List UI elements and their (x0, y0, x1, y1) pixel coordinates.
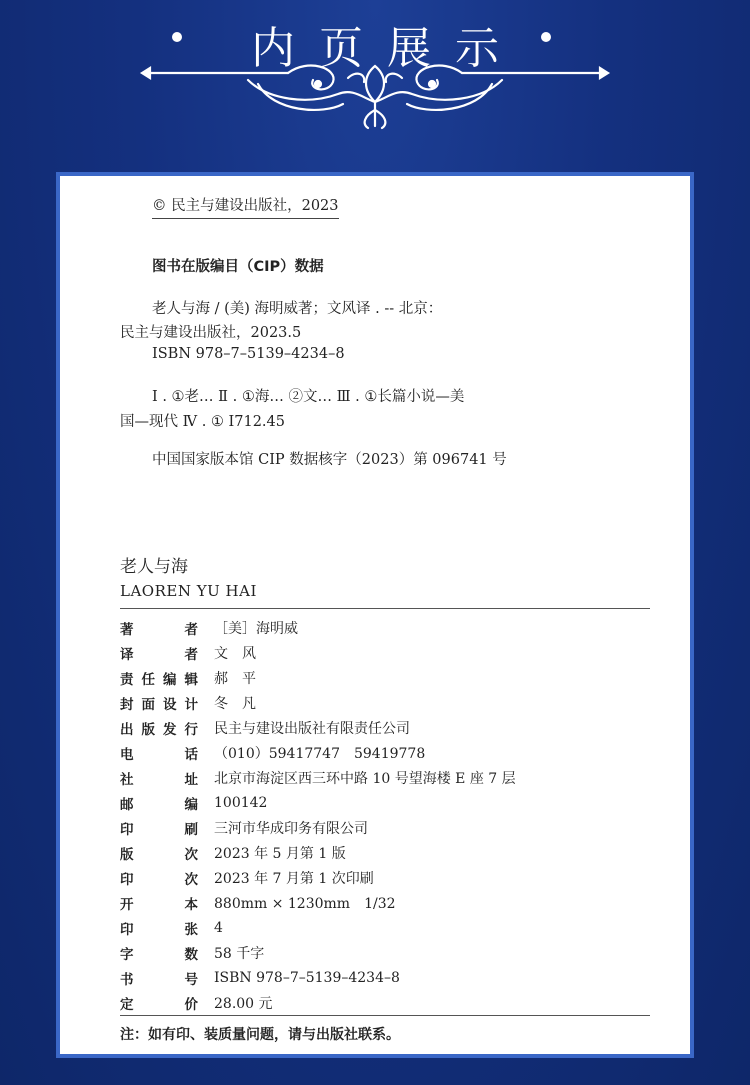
info-label (120, 818, 198, 838)
info-label (120, 893, 198, 913)
info-row (120, 615, 650, 640)
info-value: 冬 凡 (214, 695, 256, 712)
divider (120, 1015, 650, 1016)
info-label-char: 出 (120, 721, 134, 738)
info-label-char: 封 (120, 696, 134, 713)
cip-line: Ⅰ . ①老… Ⅱ . ①海… ②文… Ⅲ . ①长篇小说—美 (152, 389, 465, 405)
info-label-char: 著 (120, 621, 134, 638)
info-label-char: 数 (184, 946, 198, 963)
info-label-char: 价 (184, 996, 198, 1013)
info-label-char: 社 (120, 771, 134, 788)
info-value: 2023 年 5 月第 1 版 (214, 845, 346, 862)
info-row (120, 865, 650, 890)
info-row (120, 990, 650, 1015)
info-label-char: 印 (120, 871, 134, 888)
info-label (120, 918, 198, 938)
info-value: 三河市华成印务有限公司 (214, 820, 368, 837)
book-title: 老人与海 (120, 557, 188, 577)
info-label-char: 译 (120, 646, 134, 663)
info-value: 民主与建设出版社有限责任公司 (214, 720, 410, 737)
info-label-char: 设 (163, 696, 177, 713)
info-label-char: 辑 (184, 671, 198, 688)
info-row (120, 765, 650, 790)
page-title: 内页展示 (251, 23, 523, 74)
info-value: ISBN 978–7–5139–4234–8 (214, 969, 400, 986)
info-label-char: 印 (120, 821, 134, 838)
info-label-char: 编 (184, 796, 198, 813)
info-row (120, 790, 650, 815)
info-label-char: 次 (184, 871, 198, 888)
info-label-char: 开 (120, 896, 134, 913)
info-row (120, 915, 650, 940)
copyright-page-card (56, 172, 694, 1058)
cip-heading: 图书在版编目（CIP）数据 (152, 259, 324, 275)
info-value: 58 千字 (214, 945, 265, 962)
cip-line: 国—现代 Ⅳ . ① I712.45 (120, 414, 285, 430)
info-label (120, 668, 198, 688)
info-label (120, 993, 198, 1013)
quality-note: 注：如有印、装质量问题，请与出版社联系。 (120, 1027, 400, 1043)
info-row (120, 640, 650, 665)
info-value: 28.00 元 (214, 995, 273, 1012)
info-row (120, 665, 650, 690)
info-label-char: 书 (120, 971, 134, 988)
info-row (120, 965, 650, 990)
cip-line: 中国国家版本馆 CIP 数据核字（2023）第 096741 号 (152, 452, 507, 468)
info-label-char: 电 (120, 746, 134, 763)
info-label-char: 刷 (184, 821, 198, 838)
info-label-char: 址 (184, 771, 198, 788)
cip-line: ISBN 978–7–5139–4234–8 (152, 346, 345, 362)
bullet-dot-icon (541, 32, 551, 42)
copyright-line: © 民主与建设出版社，2023 (152, 194, 339, 219)
info-label (120, 643, 198, 663)
info-label-char: 次 (184, 846, 198, 863)
info-label-char: 编 (163, 671, 177, 688)
info-label-char: 话 (184, 746, 198, 763)
info-label-char: 责 (120, 671, 134, 688)
info-label (120, 943, 198, 963)
info-value: 4 (214, 919, 223, 936)
info-label-char: 发 (163, 721, 177, 738)
info-label-char: 任 (141, 671, 155, 688)
info-row (120, 840, 650, 865)
info-row (120, 715, 650, 740)
info-label-char: 定 (120, 996, 134, 1013)
info-label (120, 868, 198, 888)
info-label-char: 面 (141, 696, 155, 713)
info-label (120, 968, 198, 988)
info-label-char: 号 (184, 971, 198, 988)
info-value: 北京市海淀区西三环中路 10 号望海楼 E 座 7 层 (214, 770, 516, 787)
info-row (120, 890, 650, 915)
info-label-char: 字 (120, 946, 134, 963)
info-label (120, 843, 198, 863)
info-label (120, 618, 198, 638)
info-value: 郝 平 (214, 670, 256, 687)
info-value: （010）59417747 59419778 (214, 745, 426, 762)
info-label (120, 718, 198, 738)
info-label (120, 743, 198, 763)
info-row (120, 740, 650, 765)
info-value: 2023 年 7 月第 1 次印刷 (214, 870, 374, 887)
book-info-table (120, 615, 650, 1015)
info-label-char: 张 (184, 921, 198, 938)
divider (120, 608, 650, 609)
scroll-ornament-icon (138, 60, 612, 130)
info-label-char: 本 (184, 896, 198, 913)
page-header (0, 0, 750, 170)
info-row (120, 815, 650, 840)
info-label-char: 印 (120, 921, 134, 938)
info-value: 100142 (214, 794, 268, 811)
info-label-char: 者 (184, 646, 198, 663)
info-row (120, 690, 650, 715)
info-value: ［美］海明威 (214, 620, 298, 637)
info-label (120, 693, 198, 713)
info-label (120, 793, 198, 813)
info-label-char: 邮 (120, 796, 134, 813)
info-value: 880mm × 1230mm 1/32 (214, 895, 396, 912)
info-label-char: 计 (184, 696, 198, 713)
cip-line: 老人与海 / (美) 海明威著；文风译 . -- 北京： (152, 301, 443, 317)
info-label (120, 768, 198, 788)
book-pinyin: LAOREN YU HAI (120, 582, 257, 600)
info-label-char: 版 (141, 721, 155, 738)
info-value: 文 风 (214, 645, 256, 662)
cip-line: 民主与建设出版社，2023.5 (120, 325, 302, 341)
info-label-char: 者 (184, 621, 198, 638)
header-title-row (0, 8, 750, 74)
info-row (120, 940, 650, 965)
info-label-char: 行 (184, 721, 198, 738)
info-label-char: 版 (120, 846, 134, 863)
